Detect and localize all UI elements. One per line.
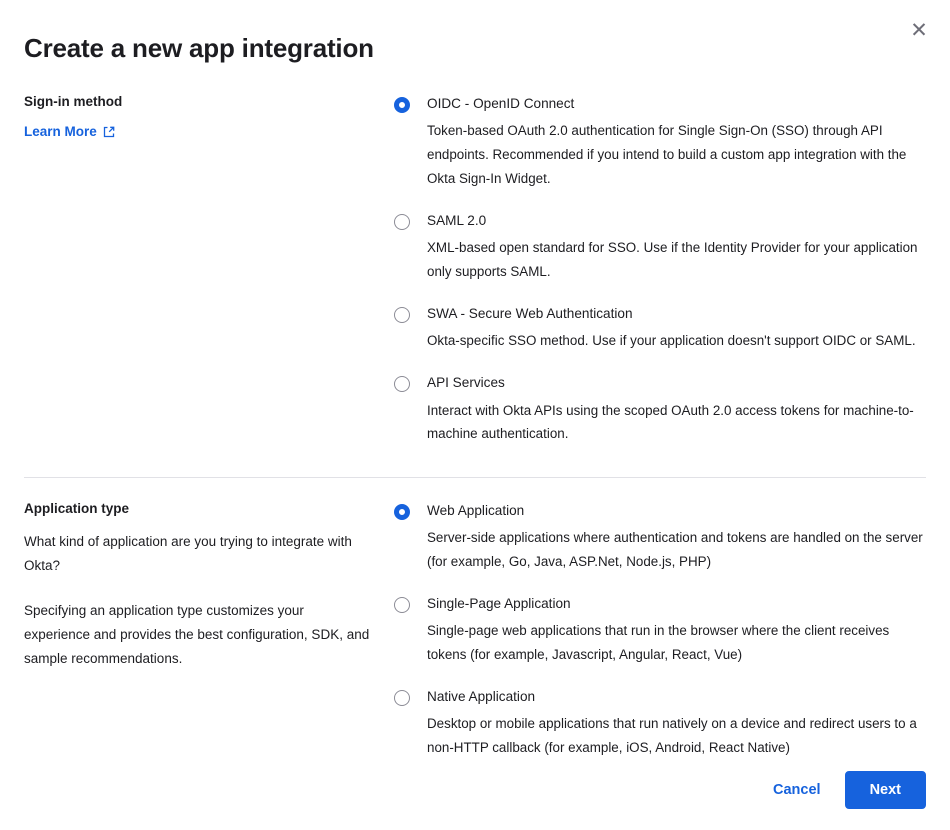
radio-description: Desktop or mobile applications that run natively on a device and redirect users to a non-HTTP callback (for example, iOS, Android, React Native) (427, 716, 917, 756)
radio-label: Native Application (427, 689, 536, 705)
radio-description: XML-based open standard for SSO. Use if the Identity Provider for your application only supports SAML. (427, 240, 918, 280)
signin-method-options (394, 94, 926, 446)
signin-method-info (24, 94, 394, 446)
radio-option-saml[interactable] (394, 212, 926, 284)
dialog-footer (24, 771, 926, 809)
radio-description: Server-side applications where authentication and tokens are handled on the server (for example, Go, Java, ASP.Net, Node.js, PHP) (427, 530, 923, 570)
radio-option-oidc[interactable] (394, 95, 926, 191)
application-type-options (394, 501, 926, 760)
application-type-info (24, 501, 394, 760)
radio-indicator (394, 97, 410, 113)
radio-option-native-application[interactable] (394, 688, 926, 760)
learn-more-link[interactable] (24, 124, 115, 139)
application-type-section (24, 501, 926, 760)
radio-label: SWA - Secure Web Authentication (427, 305, 633, 321)
radio-option-swa[interactable] (394, 305, 926, 353)
radio-option-single-page-application[interactable] (394, 595, 926, 667)
radio-label: Single-Page Application (427, 596, 571, 612)
application-type-heading: Application type (24, 501, 130, 516)
radio-option-api-services[interactable] (394, 374, 926, 446)
application-type-description-1: What kind of application are you trying to integrate with Okta? (24, 534, 352, 573)
cancel-button[interactable]: Cancel (767, 774, 827, 806)
radio-indicator (394, 214, 410, 230)
signin-method-heading: Sign-in method (24, 94, 123, 109)
section-divider (24, 477, 926, 478)
application-type-description-2: Specifying an application type customizes your experience and provides the best configuration, SDK, and sample recommendations. (24, 603, 370, 666)
radio-description: Token-based OAuth 2.0 authentication for Single Sign-On (SSO) through API endpoints. Recommended if you intend to build a custom app integration with the Okta Sign-In Widget. (427, 123, 907, 187)
radio-description: Interact with Okta APIs using the scoped OAuth 2.0 access tokens for machine-to-machine authentication. (427, 402, 914, 442)
external-link-icon (103, 126, 115, 138)
radio-description: Okta-specific SSO method. Use if your application doesn't support OIDC or SAML. (427, 333, 916, 349)
radio-description: Single-page web applications that run in the browser where the client receives tokens (for example, Javascript, Angular, React, Vue) (427, 623, 890, 663)
radio-label: Web Application (427, 503, 525, 518)
radio-indicator (394, 504, 410, 520)
learn-more-label: Learn More (24, 124, 97, 139)
next-button[interactable]: Next (845, 771, 926, 809)
radio-label: OIDC - OpenID Connect (427, 96, 575, 111)
page-title: Create a new app integration (24, 33, 374, 63)
radio-indicator (394, 376, 410, 392)
radio-indicator (394, 690, 410, 706)
radio-option-web-application[interactable] (394, 502, 926, 574)
signin-method-section (24, 94, 926, 446)
radio-indicator (394, 307, 410, 323)
close-icon[interactable]: ✕ (906, 18, 932, 44)
radio-indicator (394, 597, 410, 613)
radio-label: SAML 2.0 (427, 212, 487, 228)
radio-label: API Services (427, 375, 505, 391)
